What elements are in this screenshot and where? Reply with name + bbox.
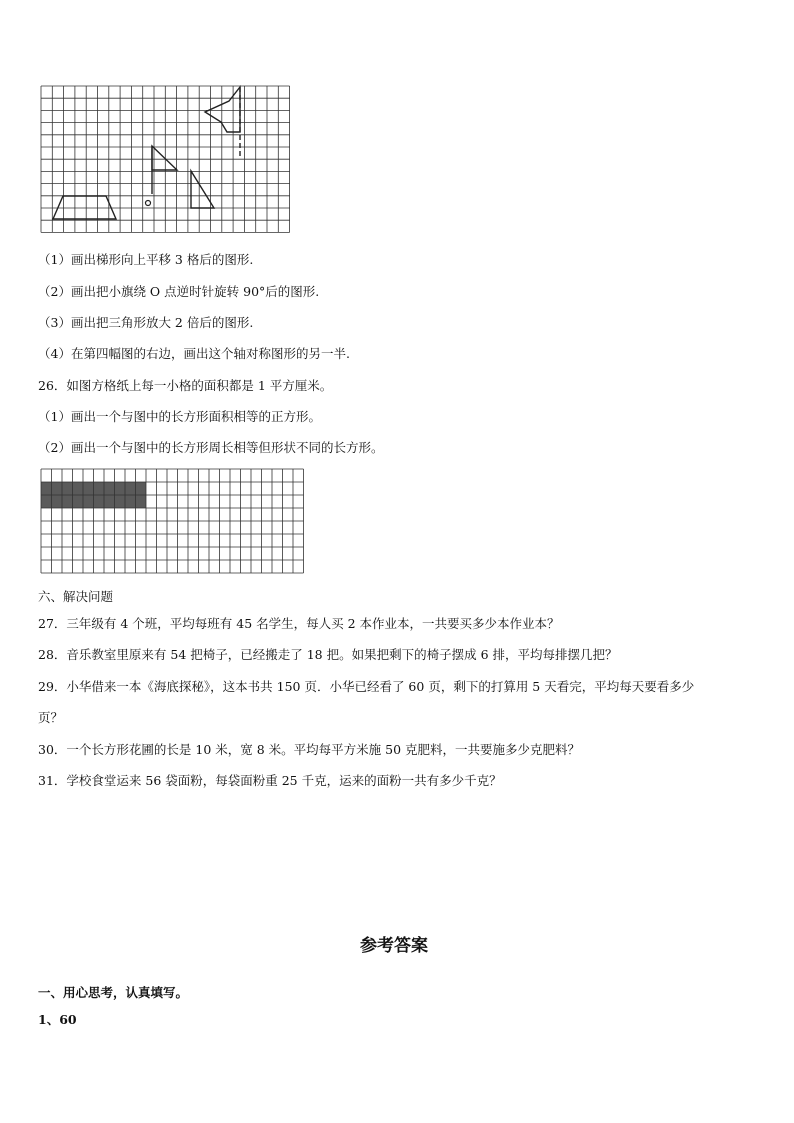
question-27: 27．三年级有 4 个班，平均每班有 45 名学生，每人买 2 本作业本，一共要买多少本作业本？ [38,616,560,631]
q26-stem: 26．如图方格纸上每一小格的面积都是 1 平方厘米。 [38,378,333,393]
q25-item-4: （4）在第四幅图的右边，画出这个轴对称图形的另一半. [38,346,350,361]
question-29: 29．小华借来一本《海底探秘》，这本书共 150 页．小华已经看了 60 页，剩下的打算用 5 天看完，平均每天要看多少 [38,679,695,694]
question-29-cont: 页？ [38,710,64,725]
q25-item-3: （3）画出把三角形放大 2 倍后的图形. [38,315,254,330]
q26-item-2: （2）画出一个与图中的长方形周长相等但形状不同的长方形。 [38,440,384,455]
answer-1: 1、60 [38,1012,77,1027]
q25-item-2: （2）画出把小旗绕 O 点逆时针旋转 90°后的图形. [38,284,320,299]
answers-title: 参考答案 [360,936,428,956]
section6-heading: 六、解决问题 [38,589,114,604]
q25-item-1: （1）画出梯形向上平移 3 格后的图形. [38,252,254,267]
q26-item-1: （1）画出一个与图中的长方形面积相等的正方形。 [38,409,321,424]
question-30: 30．一个长方形花圃的长是 10 米，宽 8 米。平均每平方米施 50 克肥料，一共要施多少克肥料？ [38,742,581,757]
question-28: 28．音乐教室里原来有 54 把椅子，已经搬走了 18 把。如果把剩下的椅子摆成 6 排，平均每排摆几把？ [38,647,618,662]
answers-section1: 一、用心思考，认真填写。 [38,985,189,1000]
question-31: 31．学校食堂运来 56 袋面粉，每袋面粉重 25 千克，运来的面粉一共有多少千克？ [38,773,502,788]
